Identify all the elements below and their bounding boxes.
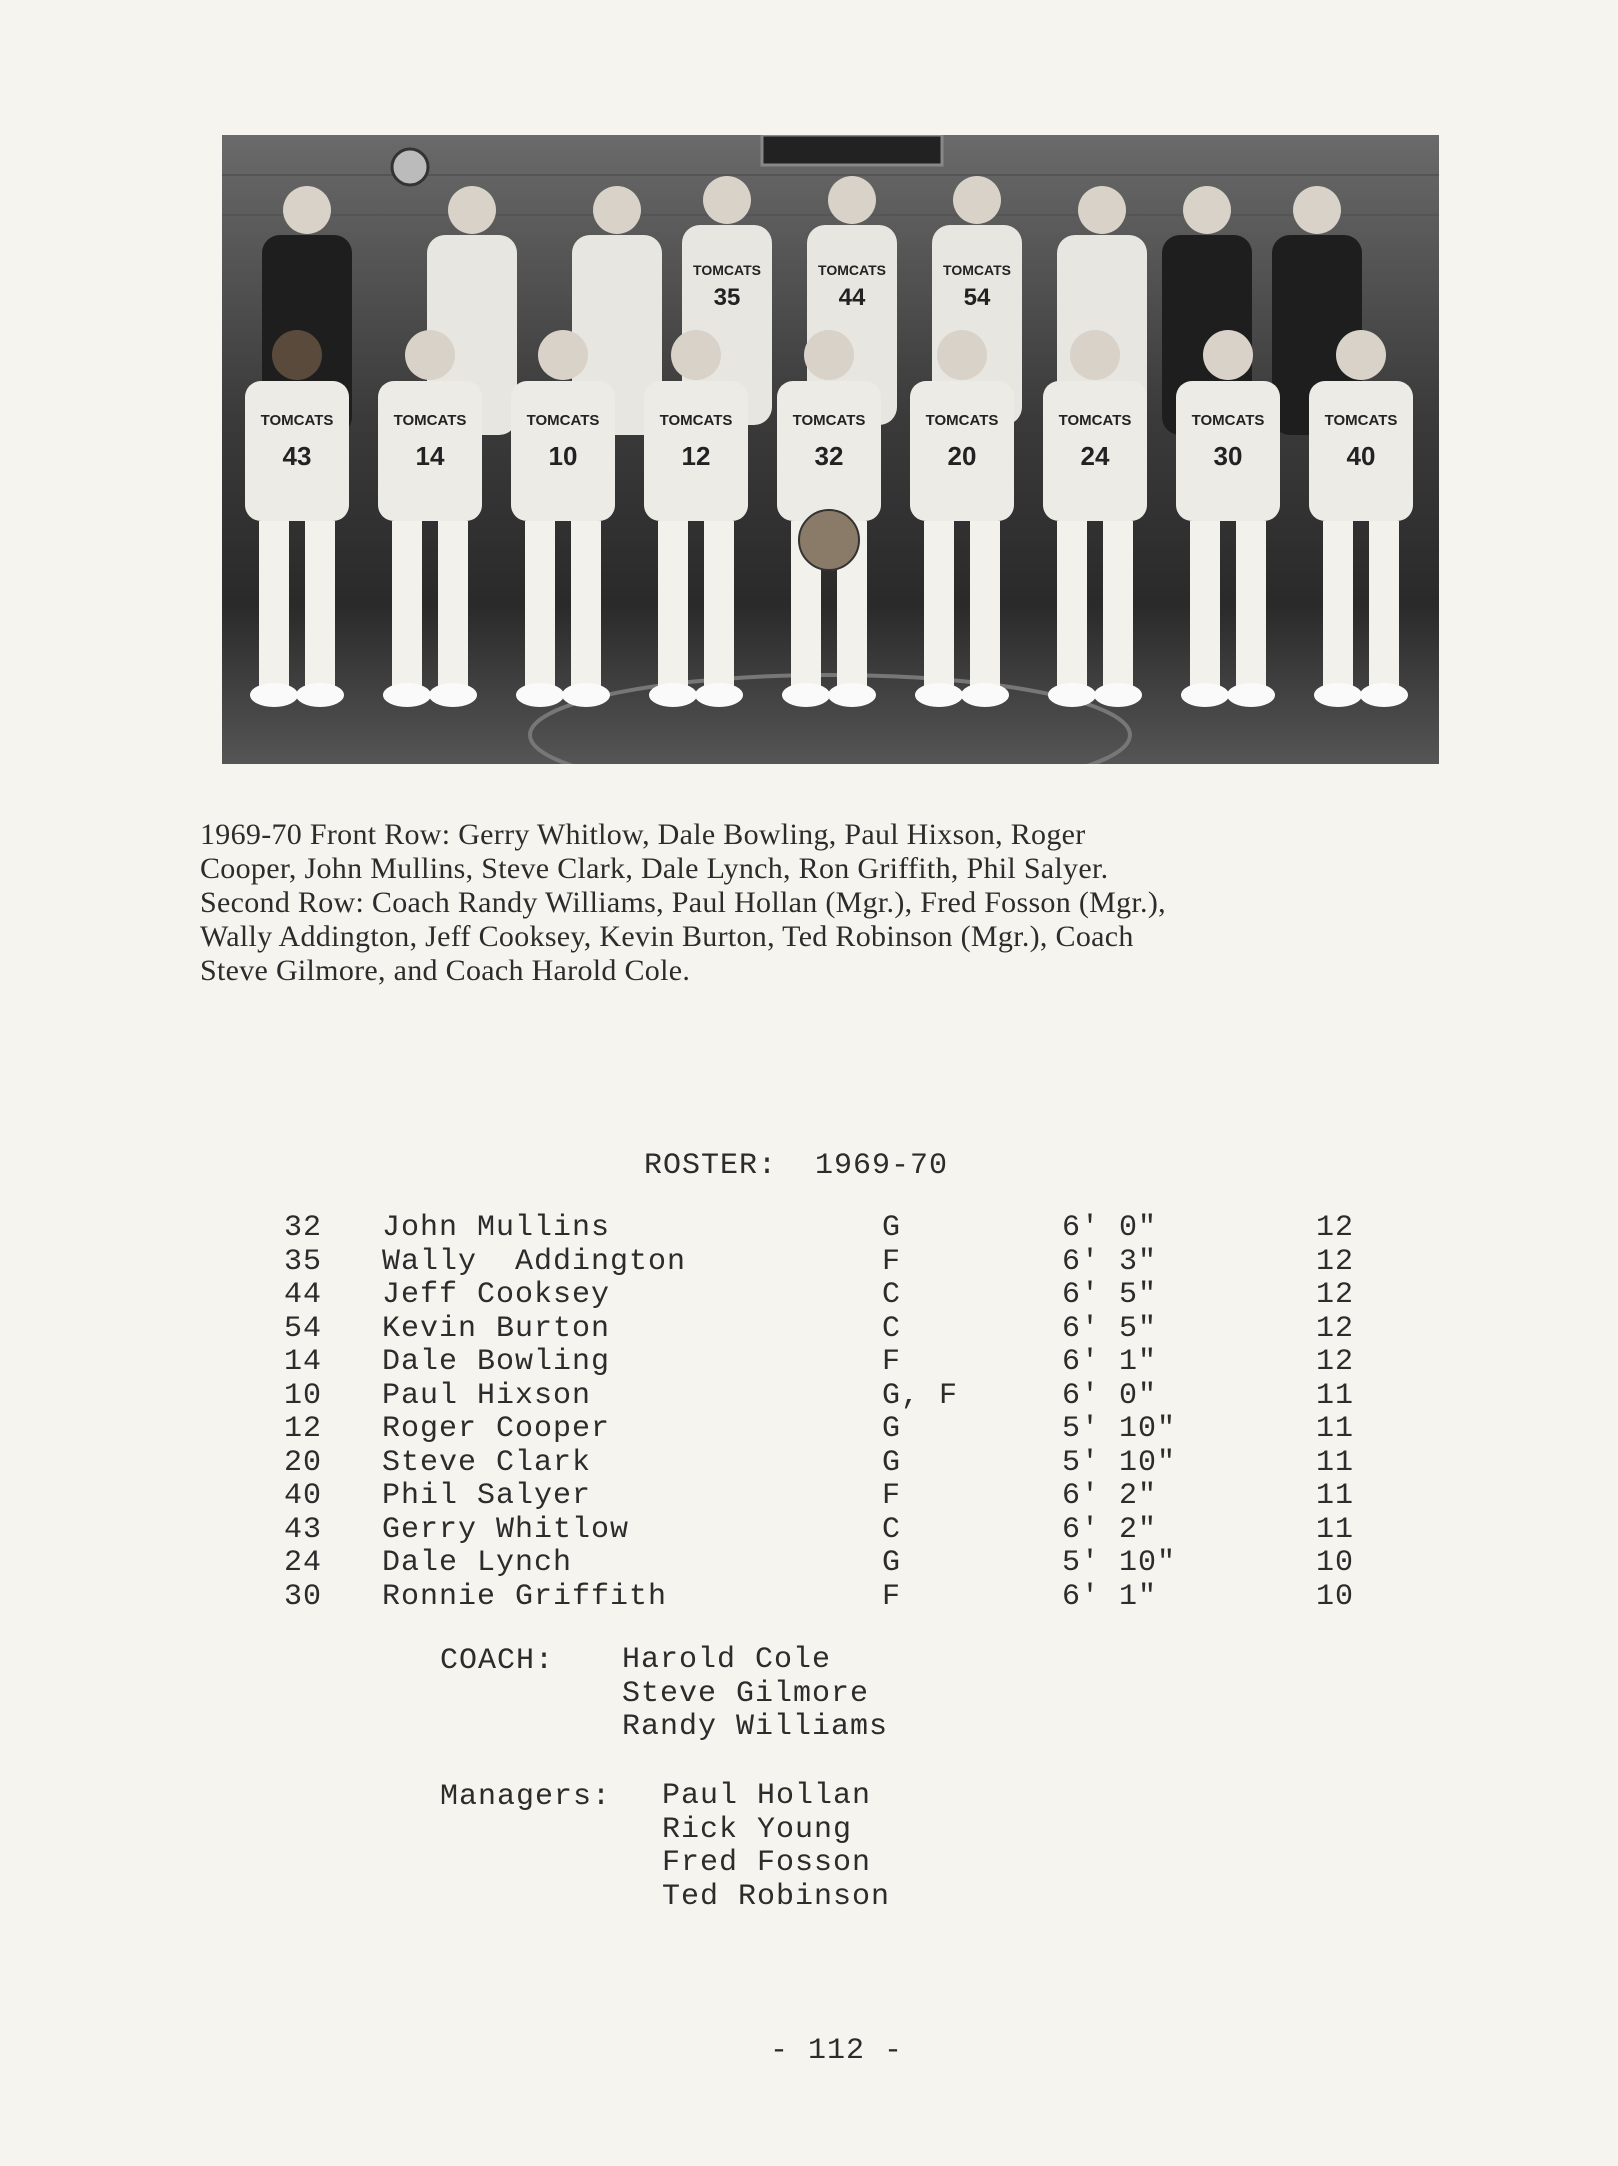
jersey-number: 24: [1080, 441, 1110, 471]
jersey-text: TOMCATS: [943, 262, 1011, 278]
player-grade: 11: [1315, 1378, 1354, 1413]
player-position: G: [882, 1445, 902, 1480]
roster-row: [270, 1380, 1370, 1414]
roster-row: [270, 1581, 1370, 1615]
clock-icon: [392, 149, 428, 185]
player-position: F: [882, 1479, 902, 1513]
player-height: 6' 3": [1062, 1244, 1158, 1279]
jersey-number: 40: [1346, 441, 1376, 471]
jersey-text: TOMCATS: [925, 412, 999, 429]
player-name: Dale Lynch: [382, 1546, 573, 1580]
player-grade: 11: [1315, 1512, 1354, 1547]
roster-row: [270, 1413, 1370, 1447]
jersey-text: TOMCATS: [1191, 412, 1265, 429]
player-position: F: [882, 1244, 902, 1279]
roster-row: [270, 1447, 1370, 1481]
managers-label: Managers:: [440, 1780, 612, 1814]
player-height: 6' 2": [1062, 1512, 1158, 1547]
coach-label: COACH:: [440, 1644, 555, 1678]
player-number: 14: [283, 1345, 322, 1379]
jersey-number: 54: [963, 284, 991, 311]
jersey-number: 12: [681, 441, 711, 471]
jersey-text: TOMCATS: [526, 412, 600, 429]
jersey-text: TOMCATS: [659, 412, 733, 429]
player-height: 6' 5": [1062, 1311, 1158, 1346]
jersey-number: 30: [1213, 441, 1243, 471]
player-number: 54: [283, 1311, 322, 1346]
player-position: G, F: [882, 1378, 959, 1413]
roster-table: [270, 1212, 1370, 1614]
player-position: C: [882, 1278, 902, 1312]
player-number: 20: [283, 1445, 322, 1480]
player-grade: 12: [1315, 1345, 1354, 1379]
player-height: 5' 10": [1062, 1445, 1177, 1480]
roster-row: [270, 1313, 1370, 1347]
player-position: C: [882, 1512, 902, 1547]
player-position: F: [882, 1579, 902, 1614]
jersey-text: TOMCATS: [818, 262, 886, 278]
player-number: 32: [283, 1211, 322, 1245]
player-height: 6' 2": [1062, 1479, 1158, 1513]
coach-name: Randy Williams: [622, 1710, 889, 1744]
player-grade: 12: [1315, 1311, 1354, 1346]
player-grade: 10: [1315, 1579, 1354, 1614]
jersey-text: TOMCATS: [1324, 412, 1398, 429]
player-name: Gerry Whitlow: [382, 1512, 630, 1547]
jersey-text: TOMCATS: [393, 412, 467, 429]
roster-row: [270, 1514, 1370, 1548]
player-grade: 11: [1315, 1479, 1354, 1513]
player-height: 6' 0": [1062, 1211, 1158, 1245]
player-position: G: [882, 1546, 902, 1580]
player-name: Roger Cooper: [382, 1412, 611, 1446]
roster-row: [270, 1246, 1370, 1280]
roster-row: [270, 1547, 1370, 1581]
jersey-number: 35: [713, 284, 741, 311]
player-height: 6' 0": [1062, 1378, 1158, 1413]
jersey-number: 43: [282, 441, 312, 471]
player-name: Phil Salyer: [382, 1479, 592, 1513]
player-number: 24: [283, 1546, 322, 1580]
jersey-text: TOMCATS: [792, 412, 866, 429]
roster-row: [270, 1212, 1370, 1246]
player-height: 6' 1": [1062, 1579, 1158, 1614]
jersey-text: TOMCATS: [1058, 412, 1132, 429]
player-position: G: [882, 1412, 902, 1446]
manager-name: Paul Hollan: [662, 1779, 872, 1813]
player-number: 43: [283, 1512, 322, 1547]
player-name: John Mullins: [382, 1211, 611, 1245]
player-number: 10: [283, 1378, 322, 1413]
player-number: 44: [283, 1278, 322, 1312]
player-number: 30: [283, 1579, 322, 1614]
roster-row: [270, 1279, 1370, 1313]
managers-list: [662, 1780, 890, 1914]
player-grade: 11: [1315, 1445, 1354, 1480]
photo-caption: 1969-70 Front Row: Gerry Whitlow, Dale Bowling, Paul Hixson, Roger Cooper, John Mullins, Steve Clark, Dale Lynch, Ron Griffith, Phil Salyer. Second Row: Coach Randy Williams, Paul Hollan (Mgr.), Fred Fosson (Mgr.), Wally Addington, Jeff Cooksey, Kevin Burton, Ted Robinson (Mgr.), Coach Steve Gilmore, and Coach Harold Cole.: [200, 818, 1166, 987]
player-grade: 10: [1315, 1546, 1354, 1580]
manager-name: Ted Robinson: [662, 1879, 891, 1914]
player-name: Kevin Burton: [382, 1311, 611, 1346]
player-height: 6' 1": [1062, 1345, 1158, 1379]
player-number: 12: [283, 1412, 322, 1446]
player-name: Jeff Cooksey: [382, 1278, 611, 1312]
player-position: C: [882, 1311, 902, 1346]
player-number: 40: [283, 1479, 322, 1513]
player-grade: 12: [1315, 1211, 1354, 1245]
player-name: Dale Bowling: [382, 1345, 611, 1379]
player-name: Wally Addington: [382, 1244, 687, 1279]
coach-name: Steve Gilmore: [622, 1676, 870, 1711]
player-name: Paul Hixson: [382, 1378, 592, 1413]
manager-name: Rick Young: [662, 1812, 853, 1847]
coach-list: [622, 1644, 888, 1745]
player-grade: 12: [1315, 1244, 1354, 1279]
jersey-text: TOMCATS: [260, 412, 334, 429]
basketball-icon: [799, 510, 859, 570]
page-number: - 112 -: [770, 2034, 904, 2068]
jersey-number: 14: [415, 441, 445, 471]
jersey-number: 10: [548, 441, 578, 471]
player-height: 5' 10": [1062, 1546, 1177, 1580]
player-height: 5' 10": [1062, 1412, 1177, 1446]
roster-row: [270, 1480, 1370, 1514]
player-number: 35: [283, 1244, 322, 1279]
manager-name: Fred Fosson: [662, 1846, 872, 1880]
jersey-text: TOMCATS: [693, 262, 761, 278]
roster-title: ROSTER: 1969-70: [644, 1149, 949, 1183]
player-name: Steve Clark: [382, 1445, 592, 1480]
player-name: Ronnie Griffith: [382, 1579, 668, 1614]
player-position: F: [882, 1345, 902, 1379]
player-position: G: [882, 1211, 902, 1245]
player-height: 6' 5": [1062, 1278, 1158, 1312]
jersey-number: 32: [814, 441, 844, 471]
coach-name: Harold Cole: [622, 1643, 832, 1677]
jersey-number: 44: [838, 284, 866, 311]
player-grade: 12: [1315, 1278, 1354, 1312]
team-photo-illustration: [222, 135, 1439, 764]
player-grade: 11: [1315, 1412, 1354, 1446]
jersey-number: 20: [947, 441, 977, 471]
team-photo: [222, 135, 1439, 764]
roster-row: [270, 1346, 1370, 1380]
